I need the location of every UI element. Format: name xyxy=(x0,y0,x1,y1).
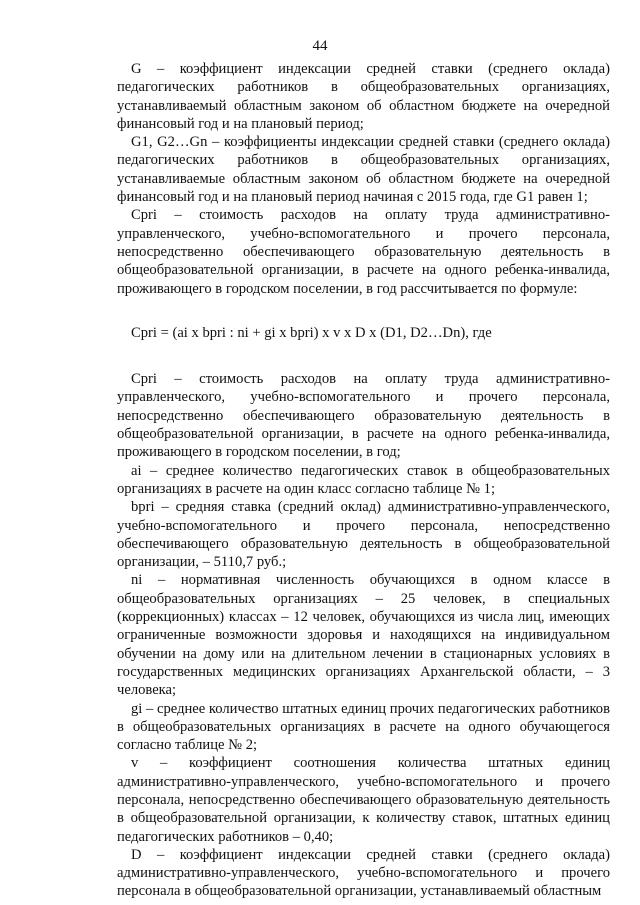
document-body xyxy=(117,60,610,901)
paragraph-gi-definition: gi – среднее количество штатных единиц прочих педагогических работников в общеобразовательных организациях в расчете на одного обучающегося согласно таблице № 2; xyxy=(117,700,610,754)
paragraph-g-definition: G – коэффициент индексации средней ставки (среднего оклада) педагогических работников в общеобразовательных организациях, устанавливаемый областным законом об областном бюджете на очередной финансовый год и на плановый период; xyxy=(117,61,610,132)
paragraph-cpri-definition: Cpri – стоимость расходов на оплату труда административно-управленческого, учебно-вспомогательного и прочего персонала, непосредственно обеспечивающего образовательную деятельность в общеобразовательной организации, в расчете на одного ребенка-инвалида, проживающего в городском поселении, в год; xyxy=(117,371,610,461)
paragraph-d-definition: D – коэффициент индексации средней ставки (среднего оклада) административно-управленческого, учебно-вспомогательного и прочего персонала в общеобразовательной организации, устанавливаемый областным xyxy=(117,846,610,900)
formula-cpri: Cpri = (ai x bpri : ni + gi x bpri) x v x D x (D1, D2…Dn), где xyxy=(131,324,492,341)
paragraph-ni-definition: ni – нормативная численность обучающихся в одном классе в общеобразовательных организациях – 25 человек, в специальных (коррекционных) классах – 12 человек, обучающихся из числа лиц, имеющих ограниченные возможности здоровья и находящихся на индивидуальном обучении на дому или на длительном лечении в стационарных условиях в государственных медицинских организациях Архангельской области, – 3 человека; xyxy=(117,572,610,699)
paragraph-ai-definition: ai – среднее количество педагогических ставок в общеобразовательных организациях в расчете на один класс согласно таблице № 1; xyxy=(117,462,610,497)
paragraph-v-definition: v – коэффициент соотношения количества штатных единиц административно-управленческого, учебно-вспомогательного и прочего персонала, непосредственно обеспечивающего образовательную деятельность в общеобразовательной организации, к количеству ставок, штатных единиц педагогических работников – 0,40; xyxy=(117,755,610,845)
paragraph-bpri-definition: bpri – средняя ставка (средний оклад) административно-управленческого, учебно-вспомогательного и прочего персонала, непосредственно обеспечивающего образовательную деятельность в общеобразовательной организации, – 5110,7 руб.; xyxy=(117,499,610,571)
paragraph-g1-gn-definition: G1, G2…Gn – коэффициенты индексации средней ставки (среднего оклада) педагогических работников в общеобразовательных организациях, устанавливаемые областным законом об областном бюджете на очередной финансовый год и на плановый период начиная с 2015 года, где G1 равен 1; xyxy=(117,134,610,206)
paragraph-cpri-intro: Cpri – стоимость расходов на оплату труда административно-управленческого, учебно-вспомогательного и прочего персонала, непосредственно обеспечивающего образовательную деятельность в общеобразовательной организации, в расчете на одного ребенка-инвалида, проживающего в городском поселении, в год рассчитывается по формуле: xyxy=(117,207,610,297)
page-number: 44 xyxy=(312,38,328,54)
